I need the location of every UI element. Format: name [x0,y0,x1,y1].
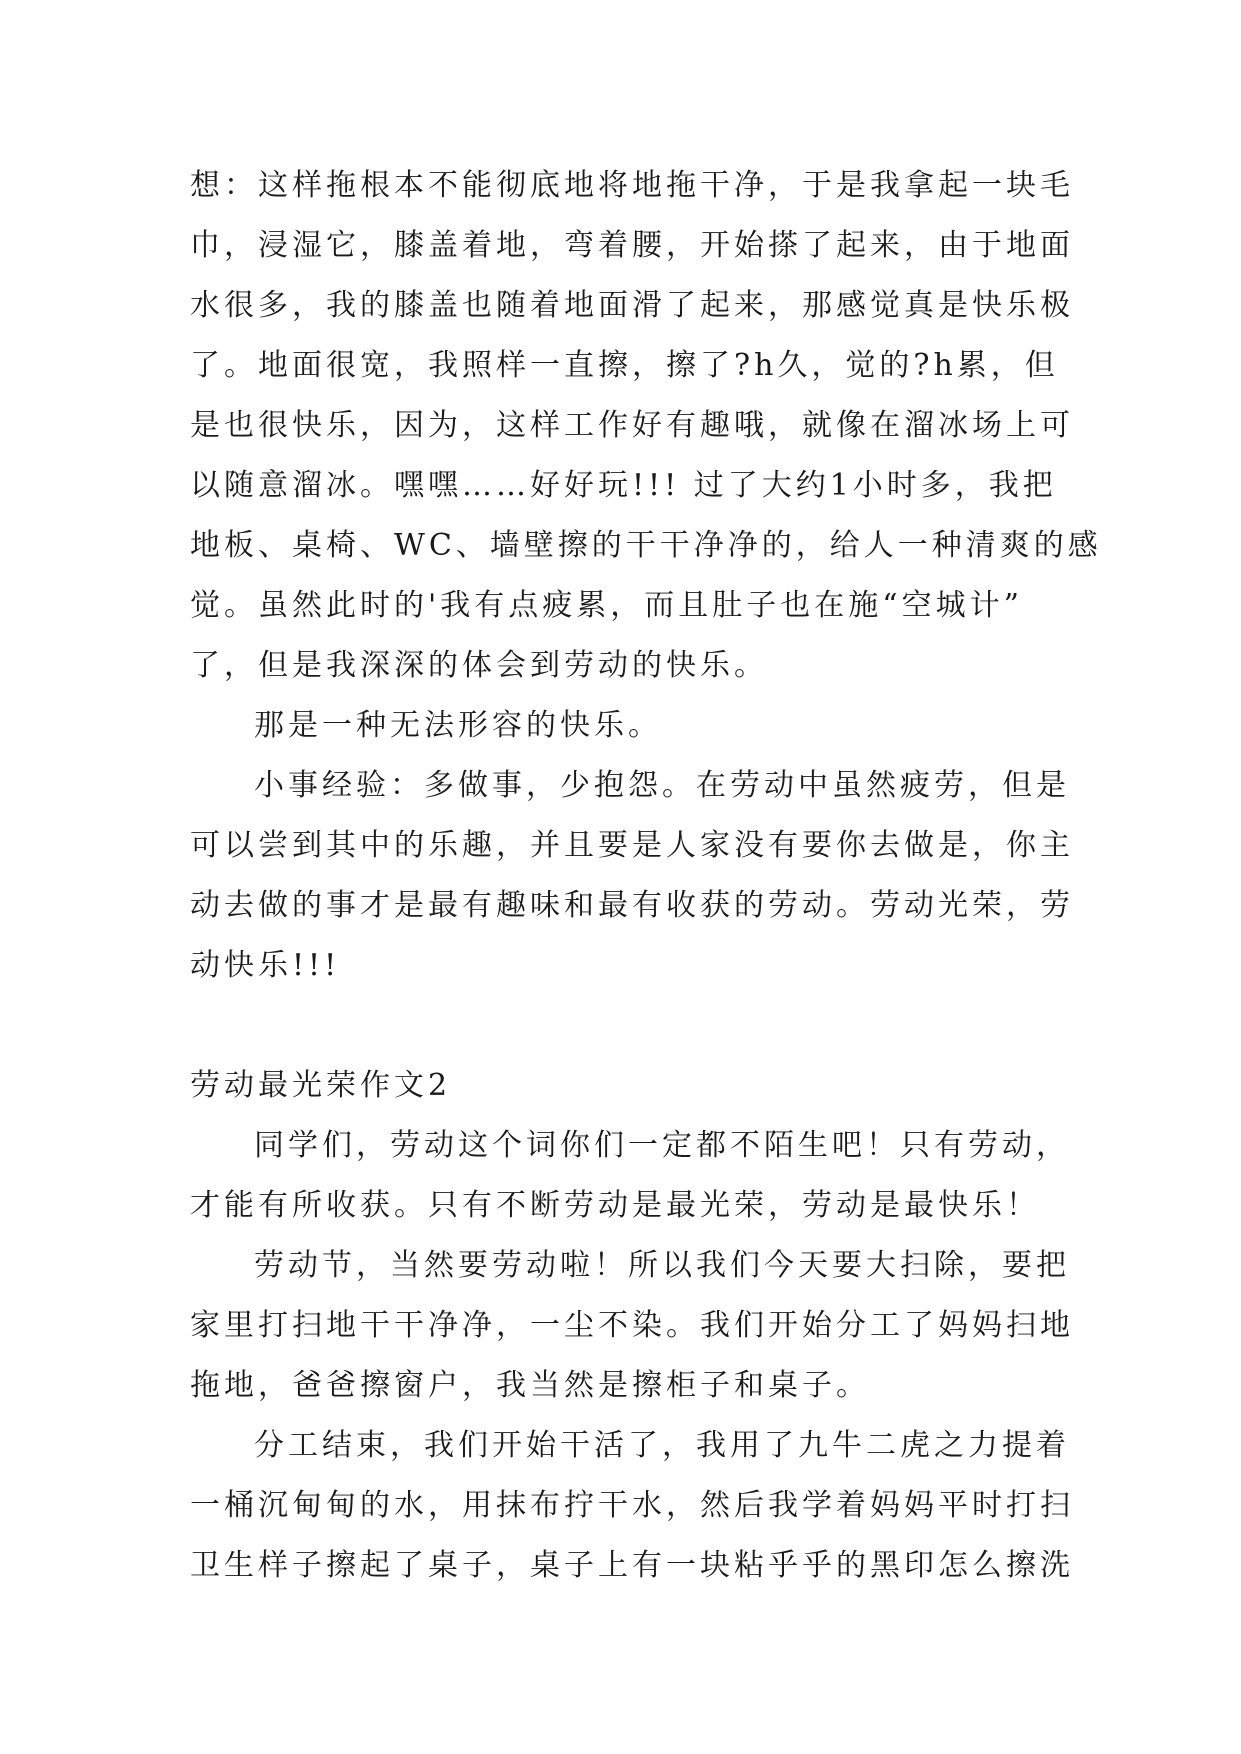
text-line: 那是一种无法形容的快乐。 [254,708,662,743]
text-line: 想：这样拖根本不能彻底地将地拖干净，于是我拿起一块毛 [190,168,1074,203]
text-line: 一桶沉甸甸的水，用抹布拧干水，然后我学着妈妈平时打扫 [190,1488,1074,1523]
text-line: 了，但是我深深的体会到劳动的快乐。 [190,648,768,683]
text-line: 分工结束，我们开始干活了，我用了九牛二虎之力提着 [254,1428,1070,1463]
text-line: 地板、桌椅、WC、墙壁擦的干干净净的，给人一种清爽的感 [190,528,1102,563]
section-heading: 劳动最光荣作文2 [190,1068,452,1103]
text-line: 劳动节，当然要劳动啦！所以我们今天要大扫除，要把 [254,1248,1070,1283]
text-line: 以随意溜冰。嘿嘿……好好玩!!! 过了大约1小时多，我把 [190,468,1057,503]
text-line: 同学们，劳动这个词你们一定都不陌生吧！只有劳动， [254,1128,1070,1163]
text-line: 水很多，我的膝盖也随着地面滑了起来，那感觉真是快乐极 [190,288,1074,323]
text-line: 觉。虽然此时的'我有点疲累，而且肚子也在施“空城计” [190,588,1023,623]
text-line: 家里打扫地干干净净，一尘不染。我们开始分工了妈妈扫地 [190,1308,1074,1343]
text-line: 动快乐!!! [190,948,341,983]
text-line: 小事经验：多做事，少抱怨。在劳动中虽然疲劳，但是 [254,768,1070,803]
text-line: 是也很快乐，因为，这样工作好有趣哦，就像在溜冰场上可 [190,408,1074,443]
text-line: 了。地面很宽，我照样一直擦，擦了?h久，觉的?h累，但 [190,348,1059,383]
text-line: 可以尝到其中的乐趣，并且要是人家没有要你去做是，你主 [190,828,1074,863]
text-line: 动去做的事才是最有趣味和最有收获的劳动。劳动光荣，劳 [190,888,1074,923]
text-line: 卫生样子擦起了桌子，桌子上有一块粘乎乎的黑印怎么擦洗 [190,1548,1074,1583]
text-line: 拖地，爸爸擦窗户，我当然是擦柜子和桌子。 [190,1368,870,1403]
text-line: 才能有所收获。只有不断劳动是最光荣，劳动是最快乐！ [190,1188,1040,1223]
text-line: 巾，浸湿它，膝盖着地，弯着腰，开始搽了起来，由于地面 [190,228,1074,263]
